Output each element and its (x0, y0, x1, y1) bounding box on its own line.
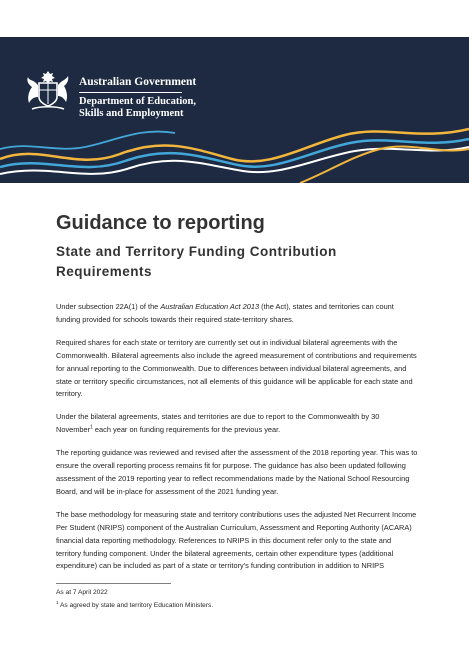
gold-wave-1 (0, 129, 469, 161)
p1-after: (the Act), states and territories can count funding provided for schools towards their required state-territory shares. (56, 302, 394, 324)
paragraph-5: The base methodology for measuring state and territory contributions uses the adjusted Net Recurrent Income Per Student (NRIPS) component of the Australian Curriculum, Assessment and Reporting Authority (ACARA) financial data reporting methodology. References to NRIPS in this document refer only to the state and territory funding component. Under the bilateral agreements, certain other expenditure types (additional expenditure) can be included as part of a state or territory's funding contribution in addition to NRIPS (56, 509, 417, 571)
department-name (79, 96, 196, 120)
page-subtitle: State and Territory Funding Contribution Requirements (56, 244, 337, 279)
body-text (56, 301, 418, 583)
footnote-1-mark: 1 (56, 600, 59, 605)
footnote-ref-1: 1 (90, 424, 93, 431)
act-name: Australian Education Act 2013 (160, 302, 260, 311)
department-line-2: Skills and Employment (79, 108, 184, 119)
header-divider (79, 92, 182, 93)
p3-before: Under the bilateral agreements, states and territories are due to report to the Commonwealth by 30 November (56, 412, 380, 435)
footnotes (56, 588, 416, 611)
p1-before: Under subsection 22A(1) of the (56, 302, 161, 311)
footnote-divider (56, 583, 171, 584)
paragraph-2: Required shares for each state or territory are currently set out in individual bilateral agreements with the Commonwealth. Bilateral agreements also include the agreed measurement of contributions and requirements for annual reporting to the Commonwealth. Due to differences between individual bilateral agreements, and state or territory specific circumstances, not all elements of this guidance will be applicable for each state and territory. (56, 337, 417, 399)
coat-of-arms-icon (22, 67, 74, 113)
gold-wave-2 (300, 146, 469, 183)
p3-after: each year on funding requirements for the previous year. (92, 425, 281, 435)
blue-wave-1 (0, 139, 469, 167)
paragraph-3 (56, 411, 418, 437)
government-name: Australian Government (79, 76, 197, 88)
page-title: Guidance to reporting (56, 212, 265, 234)
footnote-1 (56, 598, 416, 611)
department-line-1: Department of Education, (79, 96, 196, 107)
paragraph-4: The reporting guidance was reviewed and revised after the assessment of the 2018 reporting year. This was to ensure the overall reporting process remains fit for purpose. The guidance has also been updated following assessment of the 2019 reporting year to reflect recommendations made by the National School Resourcing Board, and will be in-place for assessment of the 2021 funding year. (56, 448, 418, 496)
header-banner (0, 37, 469, 183)
as-at-date: As at 7 April 2022 (56, 589, 108, 596)
footnote-1-text: As agreed by state and territory Education Ministers. (58, 602, 214, 610)
paragraph-1 (56, 301, 418, 327)
